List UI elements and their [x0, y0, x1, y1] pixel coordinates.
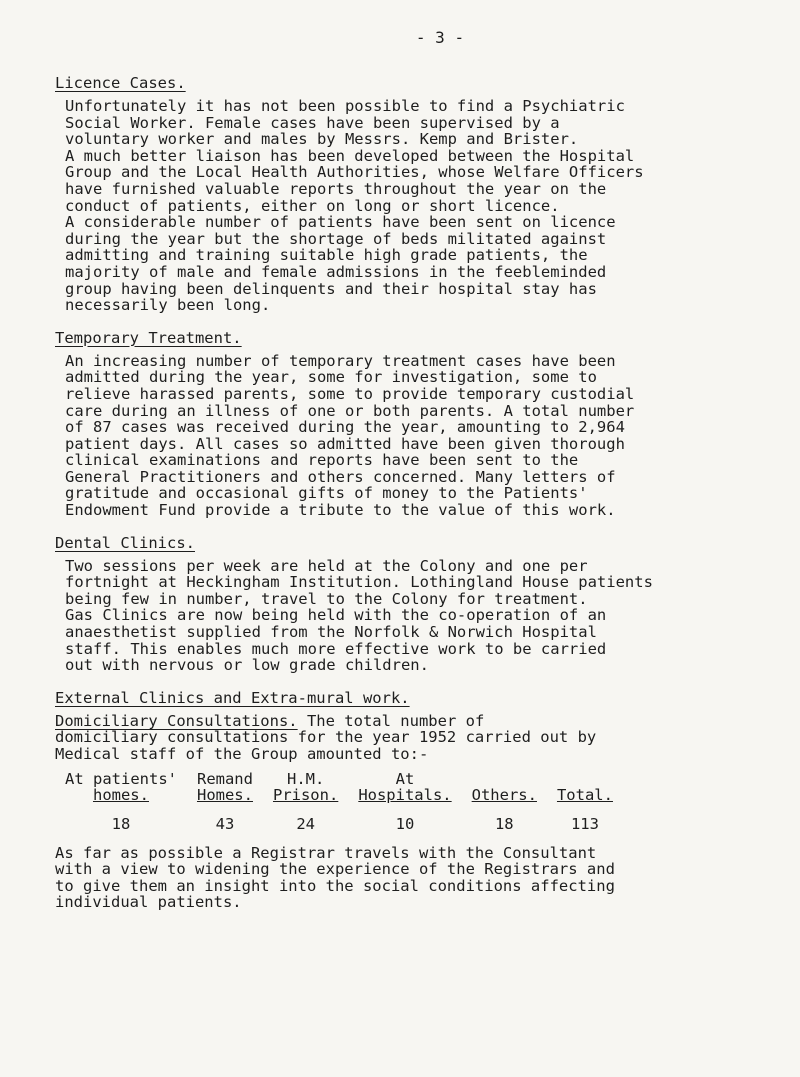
text-line: gratitude and occasional gifts of money to the Patients'	[65, 484, 588, 503]
dental-paragraph	[55, 558, 785, 674]
heading-temporary-treatment: Temporary Treatment.	[55, 328, 242, 347]
text-line: to give them an insight into the social conditions affecting	[55, 876, 615, 895]
text-line: fortnight at Heckingham Institution. Lothingland House patients	[65, 573, 653, 592]
value-others: 18	[494, 814, 514, 833]
page-number: - 3 -	[415, 28, 465, 47]
value-hm-prison: 24	[296, 814, 315, 833]
heading-external-clinics: External Clinics and Extra-mural work.	[55, 688, 410, 707]
text-line: Social Worker. Female cases have been supervised by a	[65, 113, 560, 132]
text-line: As far as possible a Registrar travels with the Consultant	[55, 843, 597, 862]
text-line: patient days. All cases so admitted have been given thorough	[65, 434, 625, 453]
section-temporary-treatment	[55, 328, 785, 519]
value-hospitals: 10	[395, 814, 415, 833]
section-licence-cases	[55, 73, 785, 314]
text-line: staff. This enables much more effective work to be carried	[65, 639, 607, 658]
text-line: necessarily been long.	[65, 296, 271, 315]
text-line: majority of male and female admissions in the feebleminded	[65, 262, 607, 281]
column-header-hospitals: At Hospitals.	[358, 769, 452, 804]
column-header-hm-prison: H.M. Prison.	[272, 769, 339, 804]
table-row	[55, 803, 623, 835]
text-line: admitted during the year, some for investigation, some to	[65, 368, 597, 387]
section-dental-clinics	[55, 533, 785, 674]
section-external-clinics	[55, 688, 785, 911]
text-line: A much better liaison has been developed between the Hospital	[65, 146, 635, 165]
text-line: during the year but the shortage of beds militated against	[65, 229, 607, 248]
column-header-remand-homes: Remand Homes.	[196, 769, 253, 804]
text-line: A considerable number of patients have been sent on licence	[65, 213, 616, 232]
closing-paragraph	[55, 845, 785, 911]
text-line: care during an illness of one or both parents. A total number	[65, 401, 635, 420]
text-line: Two sessions per week are held at the Colony and one per	[65, 556, 588, 575]
text-line: with a view to widening the experience of the Registrars and	[55, 860, 615, 879]
text-line: Medical staff of the Group amounted to:-	[55, 745, 429, 763]
text-line: conduct of patients, either on long or short licence.	[65, 196, 560, 215]
column-header-others: Others.	[471, 785, 537, 804]
consultations-table	[55, 771, 623, 835]
heading-dental-clinics: Dental Clinics.	[55, 533, 195, 552]
table-header-row	[55, 771, 623, 803]
value-remand-homes: 43	[215, 814, 235, 833]
text-line: General Practitioners and others concerned. Many letters of	[65, 467, 616, 486]
column-header-total: Total.	[556, 785, 613, 804]
licence-paragraph	[55, 98, 785, 314]
text-line: An increasing number of temporary treatment cases have been	[65, 351, 616, 370]
column-header-patients-homes: At patients' homes.	[65, 769, 177, 804]
text-line: admitting and training suitable high grade patients, the	[65, 246, 588, 265]
text-line: Unfortunately it has not been possible to find a Psychiatric	[65, 97, 625, 115]
external-paragraph	[55, 713, 785, 763]
text-line: Gas Clinics are now being held with the co-operation of an	[65, 606, 607, 625]
temporary-paragraph	[55, 353, 785, 519]
text-line: relieve harassed parents, some to provide temporary custodial	[65, 384, 635, 403]
text-line: group having been delinquents and their hospital stay has	[65, 279, 597, 298]
text-line: Endowment Fund provide a tribute to the value of this work.	[65, 501, 616, 520]
text-line: have furnished valuable reports throughout the year on the	[65, 179, 607, 198]
text-line: out with nervous or low grade children.	[65, 656, 429, 675]
subheading-domiciliary-consultations: Domiciliary Consultations.	[55, 711, 298, 730]
heading-licence-cases: Licence Cases.	[55, 74, 186, 92]
text-line: individual patients.	[55, 893, 242, 912]
text-line: domiciliary consultations for the year 1952 carried out by	[55, 728, 597, 747]
text-line	[55, 713, 785, 730]
text-line: anaesthetist supplied from the Norfolk & Norwich Hospital	[65, 623, 597, 642]
text-fragment: The total number of	[297, 711, 485, 730]
text-line: Group and the Local Health Authorities, whose Welfare Officers	[65, 163, 644, 182]
text-line: being few in number, travel to the Colony for treatment.	[65, 589, 588, 608]
value-total: 113	[570, 814, 599, 833]
text-line: voluntary worker and males by Messrs. Kemp and Brister.	[65, 130, 579, 149]
text-line: of 87 cases was received during the year, amounting to 2,964	[65, 418, 625, 437]
document-page	[55, 28, 785, 911]
text-line: clinical examinations and reports have been sent to the	[65, 451, 579, 470]
value-patients-homes: 18	[111, 814, 131, 833]
